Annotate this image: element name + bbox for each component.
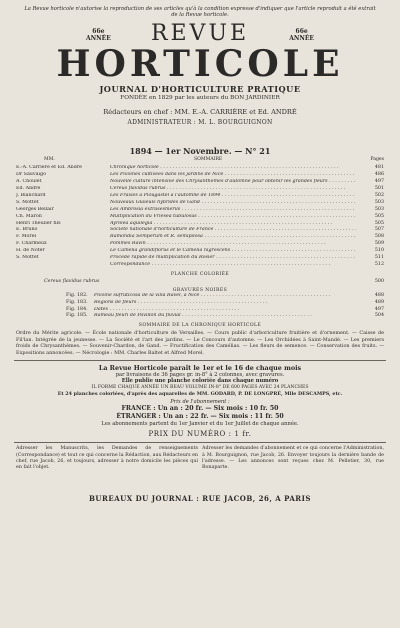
publication-line-4: IL FORME CHAQUE ANNÉE UN BEAU VOLUME IN-8° DE 600 PAGES AVEC 24 PLANCHES [91, 384, 309, 390]
toc-author: Ed. André [16, 186, 41, 192]
toc-row [14, 248, 386, 255]
prices-title: Prix de l'abonnement : [170, 398, 230, 405]
toc-header-authors: MM. [44, 157, 55, 163]
issue-date: 1894 — 1er Novembre. — N° 21 [129, 146, 271, 157]
divider [14, 360, 386, 361]
toc-page: 486 [374, 172, 384, 178]
toc-row [14, 234, 386, 241]
price-france: FRANCE : Un an : 20 fr. — Six mois : 10 fr. 50 [121, 404, 279, 412]
toc-title: Ayrolea aquilegia . . . [110, 221, 356, 228]
price-etranger: ÉTRANGER : Un an : 22 fr. — Six mois : 11 fr. 50 [116, 412, 284, 420]
gravure-page: 488 [374, 292, 384, 298]
toc-author: Dr Sauvaigo [16, 172, 46, 178]
planche-section-title: PLANCHE COLORIÉE [170, 271, 230, 277]
table-of-contents [14, 165, 386, 268]
divider-2 [14, 442, 386, 443]
toc-row [14, 193, 386, 200]
gravure-page: 497 [374, 306, 384, 312]
toc-title: Multiplication du Vriesea tubulosus . . . [110, 214, 356, 221]
gravure-label: Dates . . . [94, 307, 356, 314]
bureaux-line: BUREAUX DU JOURNAL : RUE JACOB, 26, A PARIS [89, 494, 311, 504]
toc-title: Procédé rapide de multiplication du Rosier . . . [110, 255, 356, 262]
admin-address: Adresser les demandes d'abonnement et ce qui concerne l'Administration, à M. Bourguignon, rue Jacob, 26. Envoyer toujours la dernière bande de l'adresse. — Les annonces sont reçues chez M. Pelletier, 30, rue Bonaparte. [202, 446, 384, 470]
year-right: 66e ANNÉE [289, 28, 314, 43]
toc-row [14, 262, 386, 269]
toc-author: S. Mottet [16, 254, 39, 260]
toc-row [14, 227, 386, 234]
toc-page: 509 [374, 241, 384, 247]
toc-title: Correspondance . . . [110, 262, 356, 269]
publication-line-3: Elle publie une planche coloriée dans chaque numéro [121, 378, 279, 385]
toc-title: Cereus flavidus rubrus . . . [110, 186, 356, 193]
publication-line-5: Et 24 planches coloriées, d'après des aquarelles de MM. GODARD, P. DE LONGPRÉ, Mlle DESCAMPS, etc. [57, 391, 343, 398]
toc-page: 481 [374, 165, 384, 171]
toc-author: S. Mottet [16, 199, 39, 205]
toc-page: 505 [374, 220, 384, 226]
toc-page: 503 [374, 199, 384, 205]
gravure-fig: Fig. 182. [66, 292, 88, 298]
toc-row [14, 221, 386, 228]
toc-header-pages: Pages [370, 157, 384, 163]
editors-line: Rédacteurs en chef : MM. E.-A. CARRIÈRE et Ed. ANDRÉ [103, 108, 297, 117]
toc-title: Pommes Ravin . . . [110, 241, 356, 248]
toc-row [14, 207, 386, 214]
gravure-row [14, 313, 386, 320]
toc-author: F. Charmeux [16, 241, 47, 247]
founded-line: FONDÉE en 1829 par les auteurs du BON JARDINIER [120, 95, 280, 102]
publication-line-1: La Revue Horticole paraît le 1er et le 16 de chaque mois [98, 363, 302, 372]
toc-title: Les Fraises à Plougastel à l'automne de 1894 . . . [110, 193, 356, 200]
toc-row [14, 255, 386, 262]
toc-page: 511 [374, 254, 384, 260]
gravure-label: Pivoine sufruticosa de la villa Ravel, à Nice . . . [94, 293, 356, 300]
reproduction-notice: La Revue horticole n'autorise la reproduction de ses articles qu'à la condition expresse d'indiquer que l'article reproduit a été extrait de la Revue horticole. [24, 6, 376, 19]
toc-author: E. Bruno [16, 227, 38, 233]
toc-author: Henri Theulier fils [16, 220, 61, 226]
gravure-label: Régions de fleurs . . . [94, 300, 356, 307]
toc-author: E.-A. Carrière et Ed. André [16, 165, 82, 171]
publication-line-2: par livraisons de 36 pages gr. in-8° à 2 colonnes, avec gravures. [115, 371, 285, 378]
toc-page: 503 [374, 206, 384, 212]
title-revue: REVUE [150, 21, 250, 47]
toc-title: Les Ambrosia extrasesmerils . . . [110, 207, 356, 214]
toc-title: Le Camélia grandiflorus et le Camélia nigrescens . . . [110, 248, 356, 255]
toc-title: Nouvelle culture intensive des Chrysanthèmes d'automne pour obtenir les grandes fleurs . . . [110, 179, 356, 186]
toc-author: Ch. Maron [16, 213, 42, 219]
gravure-label: Rameau fleuri de Pavillon du fluvial . . . [94, 313, 356, 320]
title-horticole: HORTICOLE [56, 43, 344, 86]
toc-row [14, 241, 386, 248]
year-left: 66e ANNÉE [86, 28, 111, 43]
toc-page: 505 [374, 213, 384, 219]
toc-page: 502 [374, 192, 384, 198]
masthead [14, 22, 386, 108]
address-columns [14, 446, 386, 490]
gravure-page: 504 [374, 313, 384, 319]
editorial-address: Adresser les Manuscrits, les Demandes de renseignements (Correspondance) et tout ce qui concerne la Rédaction, aux Rédacteurs en chef, rue Jacob, 26, et toujours, adresser à notre domicile les pièces qui en fait l'objet. [16, 446, 198, 470]
toc-row [14, 172, 386, 179]
toc-author: Georges Bellair [16, 206, 54, 212]
planche-row [14, 278, 386, 285]
chronique-section-title: SOMMAIRE DE LA CHRONIQUE HORTICOLE [138, 323, 262, 329]
subtitle: JOURNAL D'HORTICULTURE PRATIQUE [99, 84, 301, 95]
toc-row [14, 214, 386, 221]
gravures-section-title: GRAVURES NOIRES [172, 287, 228, 293]
toc-author: J. Blanchard [16, 192, 46, 198]
gravure-row [14, 293, 386, 300]
toc-page: 510 [374, 248, 384, 254]
toc-author: H. de Noter [16, 248, 45, 254]
toc-row [14, 165, 386, 172]
toc-page: 501 [374, 186, 384, 192]
gravure-page: 489 [374, 299, 384, 305]
gravure-fig: Fig. 183. [66, 299, 88, 305]
toc-page: 507 [374, 227, 384, 233]
toc-header [14, 157, 386, 165]
planche-label: Cereus flavidus rubrus [44, 278, 100, 284]
toc-title: Chronique horticole . . . [110, 165, 356, 172]
gravure-fig: Fig. 185. [66, 313, 88, 319]
toc-author: A. Choulet [16, 179, 42, 185]
administrator-line: ADMINISTRATEUR : M. L. BOURGUIGNON [127, 119, 273, 127]
gravure-row [14, 300, 386, 307]
toc-author: F. Morel [16, 234, 37, 240]
planche-page: 500 [374, 278, 384, 284]
toc-row [14, 179, 386, 186]
toc-title: Nouveaux Glaïeuls hybrides de Gand . . . [110, 200, 356, 207]
toc-header-summary: SOMMAIRE [194, 157, 223, 163]
toc-page: 508 [374, 234, 384, 240]
toc-page: 512 [374, 261, 384, 267]
gravures-list [14, 293, 386, 321]
toc-title: Ramondia Semperum et R. semipilosa . . . [110, 234, 356, 241]
toc-row [14, 200, 386, 207]
price-note: Les abonnements partent du 1er Janvier et du 1er Juillet de chaque année. [101, 420, 299, 427]
chronique-summary: Ordre du Mérite agricole. — École nationale d'horticulture de Versailles. — Cours public d'arboriculture fruitière et d'ornement. — Caisse de Fil'lan. Intégrée de la jeunesse. — La Société et l'art des jardins. — Le Concours d'automne. — Les Orchidées à Saint-Mandé. — Les premiers froids de Chrysanthèmes. — Souvenir-Chardon, de Gand. — Fructification des Camélias. — Les fleurs de semence. — Conservation des fruits. — Expositions annoncées. — Nécrologie : MM. Charles Baltet et Alfred Morel. [16, 330, 384, 356]
issue-price: PRIX DU NUMÉRO : 1 fr. [148, 430, 252, 439]
gravure-fig: Fig. 184. [66, 306, 88, 312]
toc-row [14, 186, 386, 193]
toc-title: Société nationale d'horticulture de France . . . [110, 227, 356, 234]
toc-title: Les Pivoines cultivées dans les jardins de Nice . . . [110, 172, 356, 179]
toc-page: 497 [374, 179, 384, 185]
